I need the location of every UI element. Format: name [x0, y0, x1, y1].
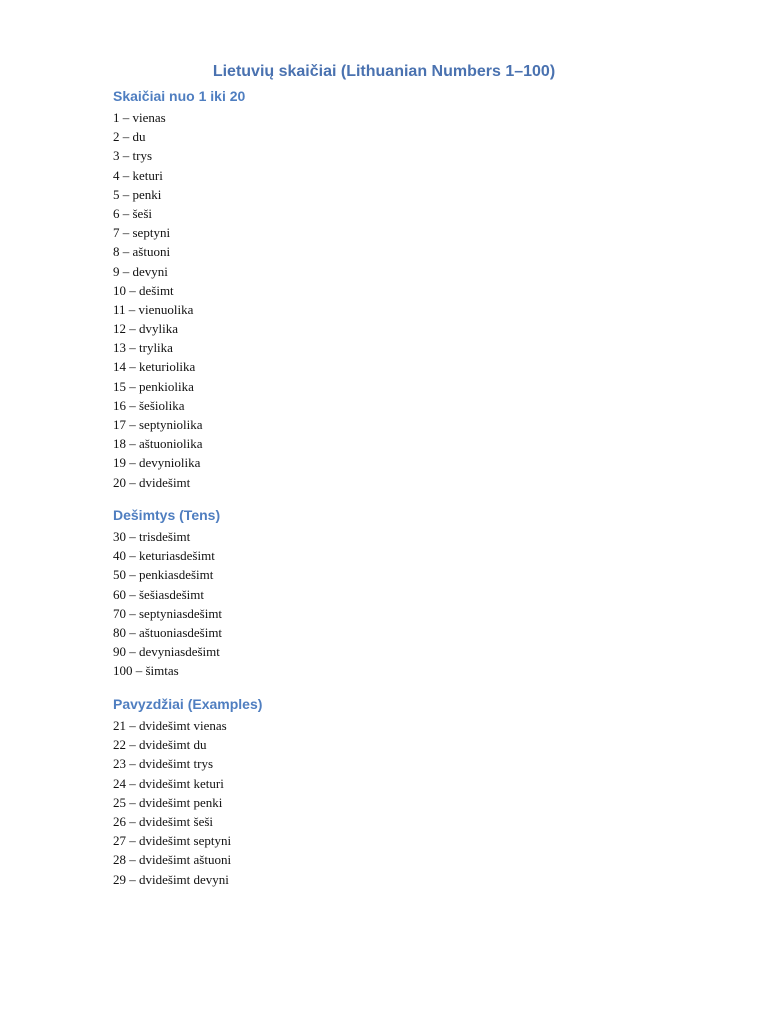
section-numbers-1-20 — [113, 87, 673, 492]
list-item: 22 – dvidešimt du — [113, 737, 207, 753]
document-title: Lietuvių skaičiai (Lithuanian Numbers 1–100) — [212, 63, 556, 80]
list-item: 16 – šešiolika — [113, 397, 185, 413]
list-item: 5 – penki — [113, 186, 162, 202]
list-item: 3 – trys — [113, 148, 152, 164]
list-item: 50 – penkiasdešimt — [113, 567, 214, 583]
list-item: 100 – šimtas — [113, 663, 179, 679]
list-item: 10 – dešimt — [113, 282, 174, 298]
number-list — [113, 527, 673, 681]
list-item: 13 – trylika — [113, 340, 173, 356]
list-item: 24 – dvidešimt keturi — [113, 775, 224, 791]
section-heading: Skaičiai nuo 1 iki 20 — [113, 88, 246, 104]
list-item: 14 – keturiolika — [113, 359, 196, 375]
list-item: 15 – penkiolika — [113, 378, 194, 394]
list-item: 20 – dvidešimt — [113, 474, 191, 490]
list-item: 12 – dvylika — [113, 321, 178, 337]
section-examples — [113, 695, 673, 889]
list-item: 30 – trisdešimt — [113, 529, 191, 544]
list-item: 8 – aštuoni — [113, 244, 171, 260]
list-item: 18 – aštuoniolika — [113, 436, 203, 452]
section-heading: Dešimtys (Tens) — [113, 507, 221, 523]
list-item: 90 – devyniasdešimt — [113, 644, 220, 660]
number-list — [113, 716, 673, 889]
list-item: 25 – dvidešimt penki — [113, 794, 223, 810]
list-item: 70 – septyniasdešimt — [113, 605, 223, 621]
list-item: 28 – dvidešimt aštuoni — [113, 852, 232, 868]
list-item: 21 – dvidešimt vienas — [113, 718, 227, 733]
list-item: 27 – dvidešimt septyni — [113, 833, 232, 849]
number-list — [113, 108, 673, 492]
list-item: 9 – devyni — [113, 263, 168, 279]
list-item: 1 – vienas — [113, 110, 166, 125]
list-item: 7 – septyni — [113, 225, 171, 241]
list-item: 60 – šešiasdešimt — [113, 586, 204, 602]
list-item: 4 – keturi — [113, 167, 163, 183]
list-item: 40 – keturiasdešimt — [113, 548, 215, 564]
list-item: 29 – dvidešimt devyni — [113, 871, 229, 887]
list-item: 26 – dvidešimt šeši — [113, 813, 214, 829]
section-heading: Pavyzdžiai (Examples) — [113, 696, 263, 712]
list-item: 80 – aštuoniasdešimt — [113, 624, 223, 640]
list-item: 23 – dvidešimt trys — [113, 756, 214, 772]
list-item: 11 – vienuolika — [113, 301, 194, 317]
list-item: 19 – devyniolika — [113, 455, 201, 471]
list-item: 6 – šeši — [113, 205, 152, 221]
list-item: 17 – septyniolika — [113, 417, 203, 432]
list-item: 2 – du — [113, 129, 146, 145]
section-tens — [113, 506, 673, 681]
